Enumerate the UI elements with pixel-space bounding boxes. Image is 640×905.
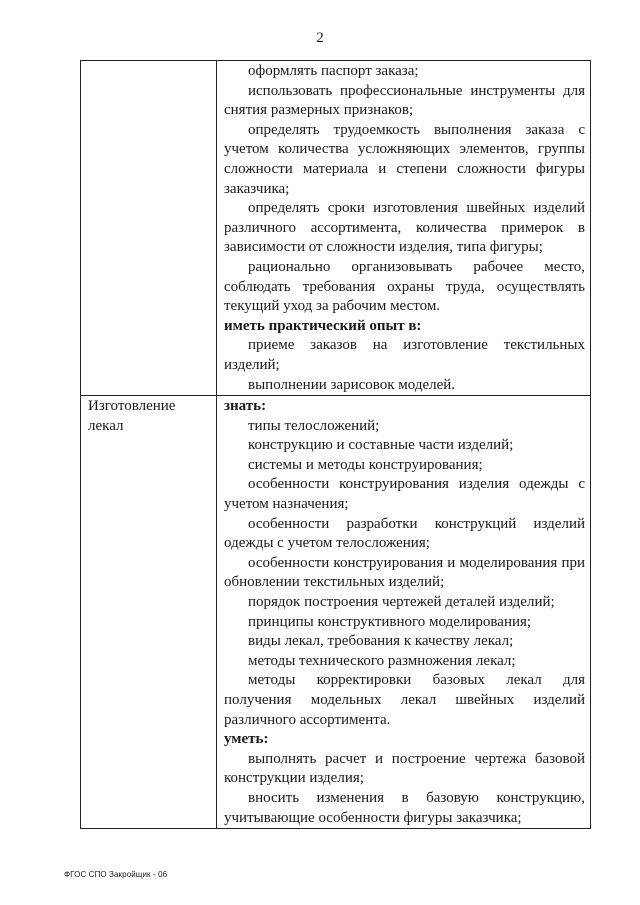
requirement-item: особенности конструирования изделия одежды с учетом назначения; xyxy=(224,476,585,513)
table-row xyxy=(81,396,591,829)
table-row xyxy=(81,61,591,396)
requirement-item: определять сроки изготовления швейных изделий различного ассортимента, количества примерок в зависимости от сложности изделия, типа фигуры; xyxy=(224,200,585,256)
requirement-item: использовать профессиональные инструменты для снятия размерных признаков; xyxy=(224,82,585,119)
requirement-item: типы телосложений; xyxy=(248,417,380,434)
requirement-item: рационально организовывать рабочее место, соблюдать требования охраны труда, осуществлять текущий уход за рабочим местом. xyxy=(224,258,585,315)
requirement-item: выполнять расчет и построение чертежа базовой конструкции изделия; xyxy=(224,750,585,787)
requirement-heading: уметь: xyxy=(224,731,269,748)
requirement-item: вносить изменения в базовую конструкцию, учитывающие особенности фигуры заказчика; xyxy=(224,789,585,826)
requirement-item: порядок построения чертежей деталей изделий; xyxy=(248,594,555,611)
requirement-item: виды лекал, требования к качеству лекал; xyxy=(248,633,514,650)
section-title xyxy=(81,61,217,396)
requirement-item: конструкцию и составные части изделий; xyxy=(248,437,514,454)
requirement-item: особенности конструирования и моделирования при обновлении текстильных изделий; xyxy=(224,554,585,591)
requirement-item: приеме заказов на изготовление текстильных изделий; xyxy=(224,337,585,373)
requirement-item: оформлять паспорт заказа; xyxy=(248,63,419,79)
requirement-item: выполнении зарисовок моделей. xyxy=(248,376,456,393)
competency-table xyxy=(80,60,591,829)
requirement-item: принципы конструктивного моделирования; xyxy=(248,613,532,630)
requirements-cell xyxy=(217,61,591,396)
requirement-heading: иметь практический опыт в: xyxy=(224,317,422,334)
requirement-item: определять трудоемкость выполнения заказа с учетом количества усложняющих элементов, группы сложности материала и степени сложности фигуры заказчика; xyxy=(224,121,585,197)
requirement-heading: знать: xyxy=(224,398,267,415)
requirement-item: методы технического размножения лекал; xyxy=(248,652,516,669)
requirement-item: методы корректировки базовых лекал для получения модельных лекал швейных изделий различного ассортимента. xyxy=(224,672,585,728)
requirements-cell xyxy=(217,396,591,829)
section-title: Изготовление лекал xyxy=(81,396,217,829)
page-number: 2 xyxy=(316,30,324,46)
requirement-item: системы и методы конструирования; xyxy=(248,456,483,473)
page-footer: ФГОС СПО Закройщик - 06 xyxy=(64,870,168,879)
requirement-item: особенности разработки конструкций изделий одежды с учетом телосложения; xyxy=(224,515,585,552)
